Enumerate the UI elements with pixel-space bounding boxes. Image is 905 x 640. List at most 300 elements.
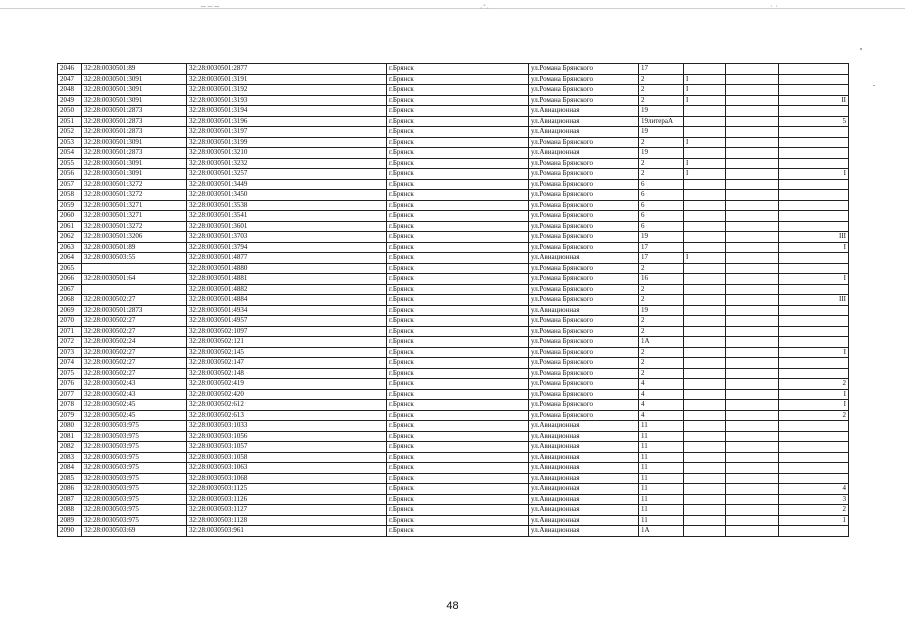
city-cell: г.Брянск: [387, 505, 529, 516]
parent-cadastral-number-cell: 32:28:0030503:975: [82, 505, 187, 516]
building-cell: [684, 400, 726, 411]
building-cell: [684, 263, 726, 274]
cadastral-number-cell: 32:28:0030501:4957: [187, 316, 387, 327]
city-cell: г.Брянск: [387, 253, 529, 264]
street-cell: ул.Авиационная: [529, 127, 639, 138]
building-cell: [684, 326, 726, 337]
house-number-cell: 2: [639, 85, 684, 96]
apartment-cell: [779, 190, 849, 201]
row-number-cell: 2081: [58, 431, 82, 442]
building-cell: [684, 242, 726, 253]
row-number-cell: 2090: [58, 526, 82, 537]
street-cell: ул.Авиационная: [529, 473, 639, 484]
table-row: [58, 263, 849, 274]
scan-artifact: ~~~: [200, 2, 221, 11]
parent-cadastral-number-cell: 32:28:0030501:89: [82, 242, 187, 253]
house-number-cell: 19: [639, 232, 684, 243]
row-number-cell: 2058: [58, 190, 82, 201]
extra-cell: [726, 515, 779, 526]
city-cell: г.Брянск: [387, 379, 529, 390]
cadastral-number-cell: 32:28:0030503:1056: [187, 431, 387, 442]
cadastral-number-cell: 32:28:0030501:4884: [187, 295, 387, 306]
parent-cadastral-number-cell: 32:28:0030502:24: [82, 337, 187, 348]
table-row: [58, 515, 849, 526]
city-cell: г.Брянск: [387, 137, 529, 148]
house-number-cell: 4: [639, 379, 684, 390]
apartment-cell: [779, 326, 849, 337]
table-row: [58, 85, 849, 96]
cadastral-number-cell: 32:28:0030502:145: [187, 347, 387, 358]
parent-cadastral-number-cell: 32:28:0030501:2873: [82, 106, 187, 117]
extra-cell: [726, 274, 779, 285]
row-number-cell: 2053: [58, 137, 82, 148]
row-number-cell: 2050: [58, 106, 82, 117]
house-number-cell: 11: [639, 452, 684, 463]
cadastral-number-cell: 32:28:0030503:1063: [187, 463, 387, 474]
city-cell: г.Брянск: [387, 389, 529, 400]
cadastral-number-cell: 32:28:0030503:1058: [187, 452, 387, 463]
building-cell: [684, 347, 726, 358]
house-number-cell: 1А: [639, 337, 684, 348]
extra-cell: [726, 263, 779, 274]
street-cell: ул.Романа Брянского: [529, 95, 639, 106]
extra-cell: [726, 410, 779, 421]
house-number-cell: 6: [639, 200, 684, 211]
building-cell: [684, 421, 726, 432]
building-cell: [684, 463, 726, 474]
scan-speck: [873, 85, 875, 86]
apartment-cell: [779, 263, 849, 274]
table-row: [58, 316, 849, 327]
cadastral-number-cell: 32:28:0030501:3541: [187, 211, 387, 222]
cadastral-number-cell: 32:28:0030501:3601: [187, 221, 387, 232]
table-row: [58, 505, 849, 516]
street-cell: ул.Романа Брянского: [529, 284, 639, 295]
street-cell: ул.Авиационная: [529, 116, 639, 127]
city-cell: г.Брянск: [387, 337, 529, 348]
table-row: [58, 211, 849, 222]
street-cell: ул.Авиационная: [529, 148, 639, 159]
apartment-cell: [779, 442, 849, 453]
cadastral-number-cell: 32:28:0030501:3193: [187, 95, 387, 106]
parent-cadastral-number-cell: 32:28:0030501:3272: [82, 179, 187, 190]
extra-cell: [726, 358, 779, 369]
parent-cadastral-number-cell: 32:28:0030501:3271: [82, 200, 187, 211]
cadastral-number-cell: 32:28:0030502:148: [187, 368, 387, 379]
parent-cadastral-number-cell: 32:28:0030503:975: [82, 515, 187, 526]
cadastral-number-cell: 32:28:0030501:3450: [187, 190, 387, 201]
apartment-cell: [779, 137, 849, 148]
apartment-cell: 1: [779, 515, 849, 526]
extra-cell: [726, 463, 779, 474]
building-cell: [684, 431, 726, 442]
cadastral-number-cell: 32:28:0030501:4934: [187, 305, 387, 316]
cadastral-number-cell: 32:28:0030502:1097: [187, 326, 387, 337]
row-number-cell: 2064: [58, 253, 82, 264]
house-number-cell: 11: [639, 515, 684, 526]
city-cell: г.Брянск: [387, 158, 529, 169]
apartment-cell: [779, 358, 849, 369]
building-cell: I: [684, 95, 726, 106]
street-cell: ул.Авиационная: [529, 442, 639, 453]
row-number-cell: 2062: [58, 232, 82, 243]
parent-cadastral-number-cell: 32:28:0030503:975: [82, 452, 187, 463]
building-cell: [684, 295, 726, 306]
city-cell: г.Брянск: [387, 284, 529, 295]
street-cell: ул.Романа Брянского: [529, 64, 639, 75]
table-row: [58, 253, 849, 264]
table-row: [58, 169, 849, 180]
table-row: [58, 295, 849, 306]
parent-cadastral-number-cell: [82, 284, 187, 295]
row-number-cell: 2075: [58, 368, 82, 379]
house-number-cell: 2: [639, 263, 684, 274]
building-cell: [684, 452, 726, 463]
table-row: [58, 127, 849, 138]
extra-cell: [726, 179, 779, 190]
row-number-cell: 2060: [58, 211, 82, 222]
building-cell: I: [684, 169, 726, 180]
house-number-cell: 6: [639, 221, 684, 232]
cadastral-number-cell: 32:28:0030501:4882: [187, 284, 387, 295]
table-row: [58, 158, 849, 169]
row-number-cell: 2084: [58, 463, 82, 474]
house-number-cell: 2: [639, 137, 684, 148]
house-number-cell: 2: [639, 316, 684, 327]
row-number-cell: 2086: [58, 484, 82, 495]
apartment-cell: I: [779, 347, 849, 358]
parent-cadastral-number-cell: 32:28:0030501:3271: [82, 211, 187, 222]
house-number-cell: 6: [639, 179, 684, 190]
house-number-cell: 11: [639, 431, 684, 442]
cadastral-number-cell: 32:28:0030503:1128: [187, 515, 387, 526]
cadastral-number-cell: 32:28:0030501:3538: [187, 200, 387, 211]
building-cell: I: [684, 253, 726, 264]
house-number-cell: 2: [639, 326, 684, 337]
table-row: [58, 484, 849, 495]
building-cell: [684, 494, 726, 505]
building-cell: [684, 368, 726, 379]
street-cell: ул.Романа Брянского: [529, 211, 639, 222]
house-number-cell: 2: [639, 95, 684, 106]
city-cell: г.Брянск: [387, 473, 529, 484]
row-number-cell: 2067: [58, 284, 82, 295]
cadastral-number-cell: 32:28:0030501:4880: [187, 263, 387, 274]
building-cell: [684, 515, 726, 526]
building-cell: [684, 127, 726, 138]
parent-cadastral-number-cell: 32:28:0030502:27: [82, 347, 187, 358]
house-number-cell: 11: [639, 421, 684, 432]
row-number-cell: 2063: [58, 242, 82, 253]
parent-cadastral-number-cell: 32:28:0030501:3091: [82, 95, 187, 106]
parent-cadastral-number-cell: 32:28:0030501:3091: [82, 137, 187, 148]
house-number-cell: 19: [639, 127, 684, 138]
city-cell: г.Брянск: [387, 242, 529, 253]
row-number-cell: 2070: [58, 316, 82, 327]
house-number-cell: 2: [639, 295, 684, 306]
street-cell: ул.Романа Брянского: [529, 274, 639, 285]
apartment-cell: [779, 148, 849, 159]
apartment-cell: [779, 64, 849, 75]
parent-cadastral-number-cell: 32:28:0030503:975: [82, 431, 187, 442]
street-cell: ул.Авиационная: [529, 421, 639, 432]
apartment-cell: [779, 316, 849, 327]
apartment-cell: [779, 284, 849, 295]
building-cell: [684, 389, 726, 400]
house-number-cell: 2: [639, 358, 684, 369]
apartment-cell: [779, 463, 849, 474]
row-number-cell: 2052: [58, 127, 82, 138]
row-number-cell: 2083: [58, 452, 82, 463]
extra-cell: [726, 379, 779, 390]
house-number-cell: 11: [639, 442, 684, 453]
city-cell: г.Брянск: [387, 421, 529, 432]
house-number-cell: 2: [639, 74, 684, 85]
city-cell: г.Брянск: [387, 484, 529, 495]
parent-cadastral-number-cell: 32:28:0030501:89: [82, 64, 187, 75]
cadastral-number-cell: 32:28:0030502:121: [187, 337, 387, 348]
row-number-cell: 2046: [58, 64, 82, 75]
city-cell: г.Брянск: [387, 526, 529, 537]
cadastral-number-cell: 32:28:0030501:3194: [187, 106, 387, 117]
table-row: [58, 74, 849, 85]
house-number-cell: 17: [639, 253, 684, 264]
row-number-cell: 2047: [58, 74, 82, 85]
building-cell: [684, 379, 726, 390]
table-row: [58, 95, 849, 106]
building-cell: [684, 232, 726, 243]
street-cell: ул.Авиационная: [529, 505, 639, 516]
apartment-cell: [779, 431, 849, 442]
cadastral-number-cell: 32:28:0030501:3449: [187, 179, 387, 190]
extra-cell: [726, 106, 779, 117]
street-cell: ул.Романа Брянского: [529, 158, 639, 169]
apartment-cell: 2: [779, 410, 849, 421]
parent-cadastral-number-cell: 32:28:0030501:2873: [82, 148, 187, 159]
apartment-cell: 4: [779, 484, 849, 495]
table-row: [58, 410, 849, 421]
table-row: [58, 305, 849, 316]
house-number-cell: 19литераА: [639, 116, 684, 127]
table-row: [58, 116, 849, 127]
row-number-cell: 2087: [58, 494, 82, 505]
building-cell: [684, 148, 726, 159]
extra-cell: [726, 190, 779, 201]
street-cell: ул.Романа Брянского: [529, 295, 639, 306]
extra-cell: [726, 421, 779, 432]
apartment-cell: I: [779, 274, 849, 285]
table-row: [58, 190, 849, 201]
apartment-cell: [779, 200, 849, 211]
cadastral-number-cell: 32:28:0030502:420: [187, 389, 387, 400]
table-row: [58, 494, 849, 505]
house-number-cell: 19: [639, 305, 684, 316]
street-cell: ул.Романа Брянского: [529, 379, 639, 390]
extra-cell: [726, 473, 779, 484]
city-cell: г.Брянск: [387, 127, 529, 138]
table-row: [58, 358, 849, 369]
row-number-cell: 2066: [58, 274, 82, 285]
table-row: [58, 137, 849, 148]
apartment-cell: III: [779, 232, 849, 243]
street-cell: ул.Романа Брянского: [529, 190, 639, 201]
house-number-cell: 4: [639, 400, 684, 411]
extra-cell: [726, 400, 779, 411]
row-number-cell: 2051: [58, 116, 82, 127]
table-row: [58, 347, 849, 358]
street-cell: ул.Романа Брянского: [529, 232, 639, 243]
building-cell: [684, 526, 726, 537]
street-cell: ул.Романа Брянского: [529, 169, 639, 180]
extra-cell: [726, 389, 779, 400]
city-cell: г.Брянск: [387, 200, 529, 211]
building-cell: [684, 221, 726, 232]
extra-cell: [726, 221, 779, 232]
street-cell: ул.Романа Брянского: [529, 326, 639, 337]
row-number-cell: 2076: [58, 379, 82, 390]
city-cell: г.Брянск: [387, 190, 529, 201]
apartment-cell: [779, 253, 849, 264]
cadastral-number-cell: 32:28:0030501:3257: [187, 169, 387, 180]
cadastral-number-cell: 32:28:0030503:1033: [187, 421, 387, 432]
building-cell: [684, 211, 726, 222]
parent-cadastral-number-cell: 32:28:0030503:975: [82, 442, 187, 453]
street-cell: ул.Авиационная: [529, 463, 639, 474]
apartment-cell: [779, 452, 849, 463]
scan-artifact: ·ˆ·: [480, 4, 490, 13]
cadastral-number-cell: 32:28:0030501:3197: [187, 127, 387, 138]
parent-cadastral-number-cell: 32:28:0030503:975: [82, 484, 187, 495]
parent-cadastral-number-cell: 32:28:0030501:3272: [82, 221, 187, 232]
parent-cadastral-number-cell: 32:28:0030502:27: [82, 326, 187, 337]
extra-cell: [726, 295, 779, 306]
street-cell: ул.Авиационная: [529, 515, 639, 526]
street-cell: ул.Романа Брянского: [529, 221, 639, 232]
row-number-cell: 2074: [58, 358, 82, 369]
street-cell: ул.Романа Брянского: [529, 347, 639, 358]
extra-cell: [726, 200, 779, 211]
parent-cadastral-number-cell: 32:28:0030501:3091: [82, 169, 187, 180]
apartment-cell: [779, 337, 849, 348]
parent-cadastral-number-cell: 32:28:0030502:27: [82, 358, 187, 369]
extra-cell: [726, 284, 779, 295]
house-number-cell: 4: [639, 410, 684, 421]
extra-cell: [726, 526, 779, 537]
apartment-cell: [779, 221, 849, 232]
extra-cell: [726, 64, 779, 75]
extra-cell: [726, 305, 779, 316]
apartment-cell: II: [779, 95, 849, 106]
table-row: [58, 106, 849, 117]
house-number-cell: 19: [639, 106, 684, 117]
scan-speck: [860, 48, 862, 50]
cadastral-number-cell: 32:28:0030501:3199: [187, 137, 387, 148]
extra-cell: [726, 242, 779, 253]
cadastral-number-cell: 32:28:0030502:613: [187, 410, 387, 421]
extra-cell: [726, 148, 779, 159]
building-cell: [684, 179, 726, 190]
building-cell: I: [684, 158, 726, 169]
street-cell: ул.Авиационная: [529, 253, 639, 264]
parent-cadastral-number-cell: 32:28:0030503:975: [82, 473, 187, 484]
parent-cadastral-number-cell: 32:28:0030502:27: [82, 316, 187, 327]
building-cell: I: [684, 137, 726, 148]
cadastral-number-cell: 32:28:0030503:1057: [187, 442, 387, 453]
street-cell: ул.Романа Брянского: [529, 337, 639, 348]
row-number-cell: 2088: [58, 505, 82, 516]
row-number-cell: 2056: [58, 169, 82, 180]
parent-cadastral-number-cell: 32:28:0030501:3206: [82, 232, 187, 243]
house-number-cell: 17: [639, 64, 684, 75]
street-cell: ул.Авиационная: [529, 452, 639, 463]
street-cell: ул.Романа Брянского: [529, 410, 639, 421]
table-row: [58, 526, 849, 537]
cadastral-number-cell: 32:28:0030501:2877: [187, 64, 387, 75]
city-cell: г.Брянск: [387, 410, 529, 421]
parent-cadastral-number-cell: 32:28:0030501:3091: [82, 74, 187, 85]
extra-cell: [726, 316, 779, 327]
street-cell: ул.Авиационная: [529, 494, 639, 505]
cadastral-number-cell: 32:28:0030501:3232: [187, 158, 387, 169]
apartment-cell: III: [779, 295, 849, 306]
apartment-cell: I: [779, 389, 849, 400]
table-row: [58, 64, 849, 75]
city-cell: г.Брянск: [387, 368, 529, 379]
house-number-cell: 4: [639, 389, 684, 400]
apartment-cell: I: [779, 400, 849, 411]
extra-cell: [726, 232, 779, 243]
house-number-cell: 2: [639, 158, 684, 169]
city-cell: г.Брянск: [387, 400, 529, 411]
apartment-cell: I: [779, 242, 849, 253]
house-number-cell: 1А: [639, 526, 684, 537]
extra-cell: [726, 169, 779, 180]
apartment-cell: [779, 127, 849, 138]
register-rows: [58, 64, 849, 537]
parent-cadastral-number-cell: 32:28:0030501:64: [82, 274, 187, 285]
city-cell: г.Брянск: [387, 442, 529, 453]
city-cell: г.Брянск: [387, 305, 529, 316]
table-row: [58, 463, 849, 474]
extra-cell: [726, 95, 779, 106]
apartment-cell: [779, 74, 849, 85]
city-cell: г.Брянск: [387, 494, 529, 505]
extra-cell: [726, 337, 779, 348]
building-cell: [684, 473, 726, 484]
cadastral-number-cell: 32:28:0030501:3196: [187, 116, 387, 127]
row-number-cell: 2061: [58, 221, 82, 232]
table-row: [58, 232, 849, 243]
row-number-cell: 2048: [58, 85, 82, 96]
city-cell: г.Брянск: [387, 106, 529, 117]
apartment-cell: 2: [779, 379, 849, 390]
city-cell: г.Брянск: [387, 221, 529, 232]
street-cell: ул.Авиационная: [529, 106, 639, 117]
street-cell: ул.Романа Брянского: [529, 242, 639, 253]
cadastral-number-cell: 32:28:0030501:3192: [187, 85, 387, 96]
building-cell: [684, 305, 726, 316]
building-cell: [684, 316, 726, 327]
apartment-cell: [779, 158, 849, 169]
apartment-cell: [779, 421, 849, 432]
extra-cell: [726, 211, 779, 222]
row-number-cell: 2072: [58, 337, 82, 348]
table-row: [58, 452, 849, 463]
cadastral-number-cell: 32:28:0030501:3191: [187, 74, 387, 85]
house-number-cell: 11: [639, 505, 684, 516]
building-cell: [684, 116, 726, 127]
building-cell: I: [684, 74, 726, 85]
